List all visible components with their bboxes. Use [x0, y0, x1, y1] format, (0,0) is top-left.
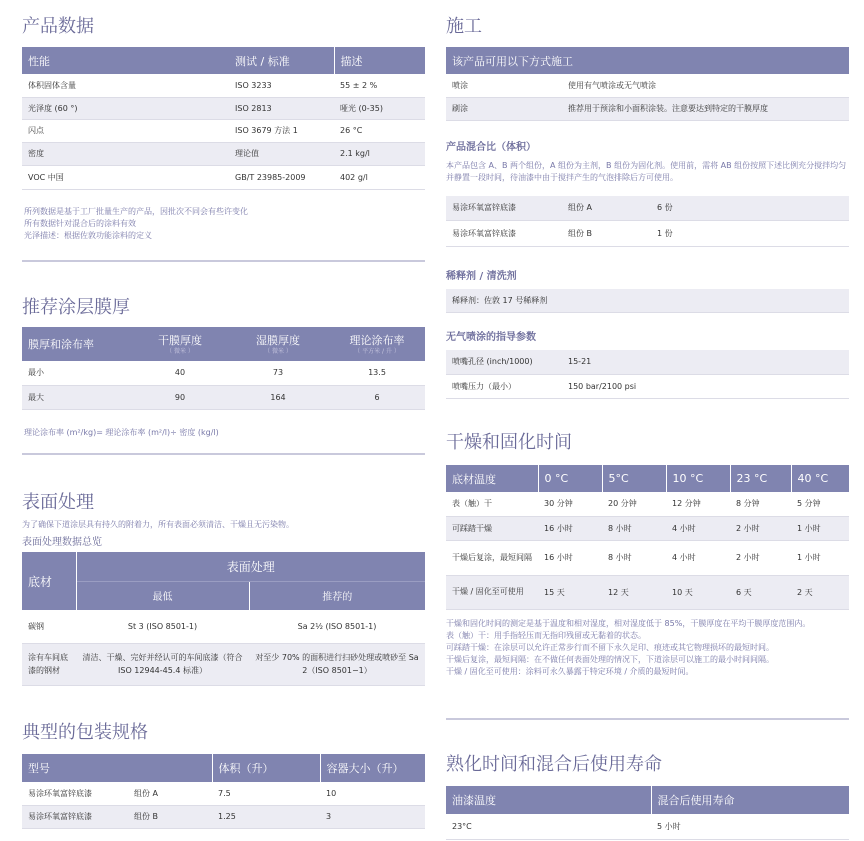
product-header-test: 测试 / 标准 — [229, 47, 334, 74]
table-cell: 15 天 — [538, 575, 602, 609]
note-line: 可踩踏干燥：在涂层可以允许正常步行而不留下永久足印、痕迹或其它物理损坏的最短时间。 — [446, 643, 774, 652]
table-cell: 90 — [133, 385, 227, 409]
drying-header-temp: 0 °C — [538, 465, 602, 492]
header-label: 理论涂布率 — [349, 334, 405, 347]
note-line: 所列数据是基于工厂批量生产的产品，因批次不同会有些许变化 — [24, 207, 248, 216]
note-line: 干燥后复涂，最短间隔：在不做任何表面处理的情况下，下道涂层可以施工的最小时间间隔。 — [446, 655, 774, 664]
table-cell: 12 天 — [602, 575, 666, 609]
table-cell: 哑光 (0-35) — [334, 97, 425, 119]
table-cell: 涂有车间底漆的钢材 — [22, 643, 76, 685]
film-header-spread — [329, 327, 425, 361]
film-table — [22, 327, 425, 410]
table-cell: 2 天 — [791, 575, 849, 609]
table-cell: St 3 (ISO 8501-1) — [76, 610, 249, 643]
table-cell: 喷嘴孔径 (inch/1000) — [446, 350, 562, 374]
table-cell: 164 — [227, 385, 329, 409]
table-cell: 干燥后复涂，最短间隔 — [446, 540, 538, 575]
table-cell: 26 °C — [334, 119, 425, 142]
film-note: 理论涂布率 (m²/kg)= 理论涂布率 (m²/l)÷ 密度 (kg/l) — [24, 428, 219, 437]
table-cell: 10 天 — [666, 575, 730, 609]
table-cell: 喷涂 — [446, 74, 562, 97]
table-cell: 组份 B — [562, 220, 651, 246]
packaging-header-container: 容器大小（升） — [320, 754, 425, 782]
table-cell: 密度 — [22, 142, 229, 165]
product-header-desc: 描述 — [334, 47, 425, 74]
note-line: 表（触）干：用手指轻压而无指印残留或无黏着的状态。 — [446, 631, 646, 640]
potlife-header-temp: 油漆温度 — [446, 786, 651, 814]
packaging-title: 典型的包装规格 — [22, 722, 148, 743]
table-cell: 体积固体含量 — [22, 74, 229, 97]
table-cell: 表（触）干 — [446, 492, 538, 516]
film-header-wft — [227, 327, 329, 361]
table-cell: 8 分钟 — [730, 492, 791, 516]
header-label: 湿膜厚度 — [256, 334, 300, 347]
table-cell: 150 bar/2100 psi — [562, 374, 849, 398]
film-header-rate — [22, 327, 133, 361]
drying-header-temp: 10 °C — [666, 465, 730, 492]
thinner-table — [446, 289, 849, 313]
mixing-table — [446, 196, 849, 247]
table-cell: 23°C — [446, 814, 651, 839]
table-cell: 4 小时 — [666, 540, 730, 575]
table-cell: GB/T 23985-2009 — [229, 165, 334, 189]
table-cell: 最大 — [22, 385, 133, 409]
table-cell: 组份 A — [128, 782, 212, 805]
table-cell: 1 份 — [651, 220, 849, 246]
surface-header-substrate: 底材 — [22, 552, 76, 610]
table-cell: 5 分钟 — [791, 492, 849, 516]
table-cell: 稀释剂：佐敦 17 号稀释剂 — [446, 289, 849, 312]
table-cell: 7.5 — [212, 782, 320, 805]
table-cell: 组份 A — [562, 196, 651, 220]
table-cell: 易涂环氧富锌底漆 — [446, 220, 562, 246]
note-line: 光泽描述：根据佐敦功能涂料的定义 — [24, 231, 152, 240]
surface-intro: 为了确保下道涂层具有持久的附着力，所有表面必须清洁、干燥且无污染物。 — [22, 520, 294, 529]
table-cell: 易涂环氧富锌底漆 — [446, 196, 562, 220]
table-cell: 55 ± 2 % — [334, 74, 425, 97]
surface-header-group: 表面处理 — [76, 552, 425, 581]
table-cell: 2 小时 — [730, 516, 791, 540]
table-cell: 6 份 — [651, 196, 849, 220]
table-cell: 402 g/l — [334, 165, 425, 189]
table-cell: 理论值 — [229, 142, 334, 165]
table-cell: 20 分钟 — [602, 492, 666, 516]
product-header-property: 性能 — [22, 47, 229, 74]
table-cell: 组份 B — [128, 805, 212, 828]
table-cell: 闪点 — [22, 119, 229, 142]
mixing-desc: 本产品包含 A、B 两个组份，A 组份为主剂，B 组份为固化剂。使用前，需将 AB 组份按照下述比例充分搅拌均匀并静置一段时间，待油漆中由于搅拌产生的气泡排除后方可使用。 — [446, 161, 847, 182]
film-header-dft — [133, 327, 227, 361]
table-cell: 5 小时 — [651, 814, 849, 839]
table-cell: 易涂环氧富锌底漆 — [22, 782, 128, 805]
application-header: 该产品可用以下方式施工 — [446, 47, 849, 74]
table-cell: 15-21 — [562, 350, 849, 374]
product-data-table — [22, 47, 425, 190]
potlife-header-life: 混合后使用寿命 — [651, 786, 849, 814]
drying-header-substrate: 底材温度 — [446, 465, 538, 492]
table-cell: 40 — [133, 361, 227, 385]
drying-header-temp: 5°C — [602, 465, 666, 492]
table-cell: VOC 中国 — [22, 165, 229, 189]
surface-subtitle: 表面处理数据总览 — [22, 537, 102, 548]
surface-header-rec: 推荐的 — [249, 581, 425, 610]
table-cell: 2.1 kg/l — [334, 142, 425, 165]
table-cell: 清洁、干燥、完好并经认可的车间底漆（符合 ISO 12944-45.4 标准） — [76, 643, 249, 685]
table-cell: 碳钢 — [22, 610, 76, 643]
surface-header-min: 最低 — [76, 581, 249, 610]
airless-title: 无气喷涂的指导参数 — [446, 332, 536, 343]
header-unit: （ 微米 ） — [264, 348, 292, 355]
drying-header-temp: 23 °C — [730, 465, 791, 492]
table-cell: 干燥 / 固化至可使用 — [446, 575, 538, 609]
header-label: 干膜厚度 — [158, 334, 202, 347]
note-line: 干燥 / 固化至可使用：涂料可永久暴露于特定环境 / 介质的最短时间。 — [446, 667, 694, 676]
section-divider — [22, 260, 425, 262]
section-divider — [446, 718, 849, 720]
table-cell: 对至少 70% 的面积进行扫砂处理或喷砂至 Sa 2（ISO 8501−1） — [249, 643, 425, 685]
potlife-table — [446, 786, 849, 840]
table-cell: ISO 3679 方法 1 — [229, 119, 334, 142]
packaging-table — [22, 754, 425, 829]
mixing-title: 产品混合比（体积） — [446, 142, 536, 153]
table-cell: 可踩踏干燥 — [446, 516, 538, 540]
table-cell: 10 — [320, 782, 425, 805]
table-cell: 最小 — [22, 361, 133, 385]
table-cell: 1 小时 — [791, 516, 849, 540]
table-cell: 16 小时 — [538, 540, 602, 575]
application-title: 施工 — [446, 16, 482, 37]
table-cell: ISO 2813 — [229, 97, 334, 119]
drying-header-temp: 40 °C — [791, 465, 849, 492]
table-cell: 喷嘴压力（最小） — [446, 374, 562, 398]
airless-table — [446, 350, 849, 399]
surface-table — [22, 552, 425, 686]
table-cell: Sa 2½ (ISO 8501-1) — [249, 610, 425, 643]
note-line: 干燥和固化时间的测定是基于温度和相对湿度，相对湿度低于 85%，干膜厚度在平均干膜厚度范围内。 — [446, 619, 811, 628]
drying-table — [446, 465, 849, 610]
table-cell: 12 分钟 — [666, 492, 730, 516]
section-divider — [22, 453, 425, 455]
table-cell: 3 — [320, 805, 425, 828]
table-cell: 4 小时 — [666, 516, 730, 540]
thinner-title: 稀释剂 / 清洗剂 — [446, 271, 517, 282]
table-cell: 13.5 — [329, 361, 425, 385]
table-cell: 16 小时 — [538, 516, 602, 540]
table-cell: 刷涂 — [446, 97, 562, 120]
table-cell: 1.25 — [212, 805, 320, 828]
table-cell: 8 小时 — [602, 516, 666, 540]
drying-title: 干燥和固化时间 — [446, 432, 572, 453]
table-cell: 6 — [329, 385, 425, 409]
drying-notes — [446, 618, 851, 678]
note-line: 所有数据针对混合后的涂料有效 — [24, 219, 136, 228]
table-cell: 6 天 — [730, 575, 791, 609]
table-cell: 推荐用于预涂和小面积涂装。注意要达到特定的干膜厚度 — [562, 97, 849, 120]
product-data-title: 产品数据 — [22, 16, 94, 37]
header-label: 膜厚和涂布率 — [28, 338, 94, 351]
table-cell: 1 小时 — [791, 540, 849, 575]
table-cell: 使用有气喷涂或无气喷涂 — [562, 74, 849, 97]
film-title: 推荐涂层膜厚 — [22, 297, 130, 318]
table-cell: 8 小时 — [602, 540, 666, 575]
product-notes — [24, 206, 248, 242]
surface-title: 表面处理 — [22, 492, 94, 513]
packaging-header-type: 型号 — [22, 754, 212, 782]
header-unit: （ 微米 ） — [166, 348, 194, 355]
potlife-title: 熟化时间和混合后使用寿命 — [446, 754, 662, 775]
application-table — [446, 47, 849, 121]
header-unit: （ 平方米 / 升 ） — [354, 348, 400, 355]
table-cell: 2 小时 — [730, 540, 791, 575]
table-cell: 光泽度 (60 °) — [22, 97, 229, 119]
table-cell: 30 分钟 — [538, 492, 602, 516]
table-cell: 易涂环氧富锌底漆 — [22, 805, 128, 828]
table-cell: 73 — [227, 361, 329, 385]
packaging-header-volume: 体积（升） — [212, 754, 320, 782]
table-cell: ISO 3233 — [229, 74, 334, 97]
